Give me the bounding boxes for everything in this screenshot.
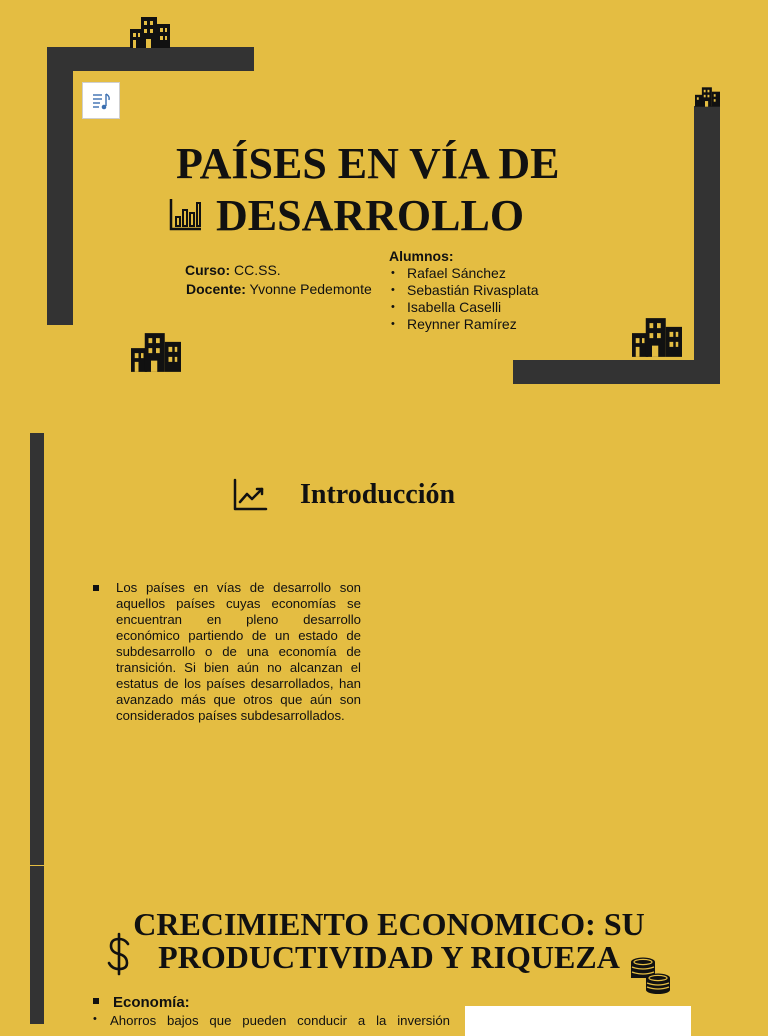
slide3-left-bar (30, 866, 44, 1024)
slide2-left-bar (30, 433, 44, 865)
teacher-info (186, 281, 372, 298)
intro-title: Introducción (300, 479, 456, 510)
students-header: Alumnos: (389, 248, 454, 264)
buildings-icon (695, 87, 720, 107)
bullet-square (93, 585, 99, 591)
students-list (389, 265, 539, 333)
frame-right-vertical (694, 106, 720, 384)
list-item: • Sebastián Rivasplata (389, 282, 539, 299)
line-chart-icon (232, 478, 268, 512)
list-item: • Isabella Caselli (389, 299, 539, 316)
bullet-square (93, 998, 99, 1004)
intro-paragraph: Los países en vías de desarrollo son aquellos países cuyas economías se encuentran en pleno desarrollo económico partiendo de un estado de subdesarrollo o de una economía de transición. Si bien aún no alcanzan el estatus de los países desarrollados, han avanzado más que otros que aún son considerados países subdesarrollados. (116, 580, 361, 723)
course-info (185, 262, 281, 279)
growth-title-line2: PRODUCTIVIDAD Y RIQUEZA (158, 939, 620, 975)
dollar-sign-icon (106, 932, 132, 976)
frame-top-horizontal (47, 47, 254, 71)
image-placeholder (465, 1006, 691, 1036)
frame-bottom-horizontal (513, 360, 720, 384)
students-block (389, 248, 539, 333)
growth-title-line1: CRECIMIENTO ECONOMICO: SU (133, 906, 645, 942)
page-title-line2: DESARROLLO (216, 191, 525, 240)
growth-title (130, 908, 648, 974)
economy-item: Ahorros bajos que pueden conducir a la inversión (110, 1013, 450, 1028)
frame-left-vertical (47, 47, 73, 325)
buildings-icon (632, 318, 682, 357)
course-value: CC.SS. (234, 262, 281, 278)
list-item: • Reynner Ramírez (389, 316, 539, 333)
course-label: Curso: (185, 262, 231, 278)
coins-icon (629, 956, 671, 994)
page-title-line1: PAÍSES EN VÍA DE (176, 139, 560, 188)
teacher-label: Docente: (186, 281, 246, 297)
bar-chart-icon (169, 197, 203, 231)
audio-media-button[interactable] (82, 82, 120, 119)
audio-media-icon (92, 91, 112, 111)
list-item: • Rafael Sánchez (389, 265, 539, 282)
teacher-value: Yvonne Pedemonte (249, 281, 372, 297)
economy-label: Economía: (113, 994, 190, 1011)
buildings-icon (131, 333, 181, 372)
buildings-icon (130, 17, 170, 48)
bullet-dot: • (93, 1013, 97, 1025)
